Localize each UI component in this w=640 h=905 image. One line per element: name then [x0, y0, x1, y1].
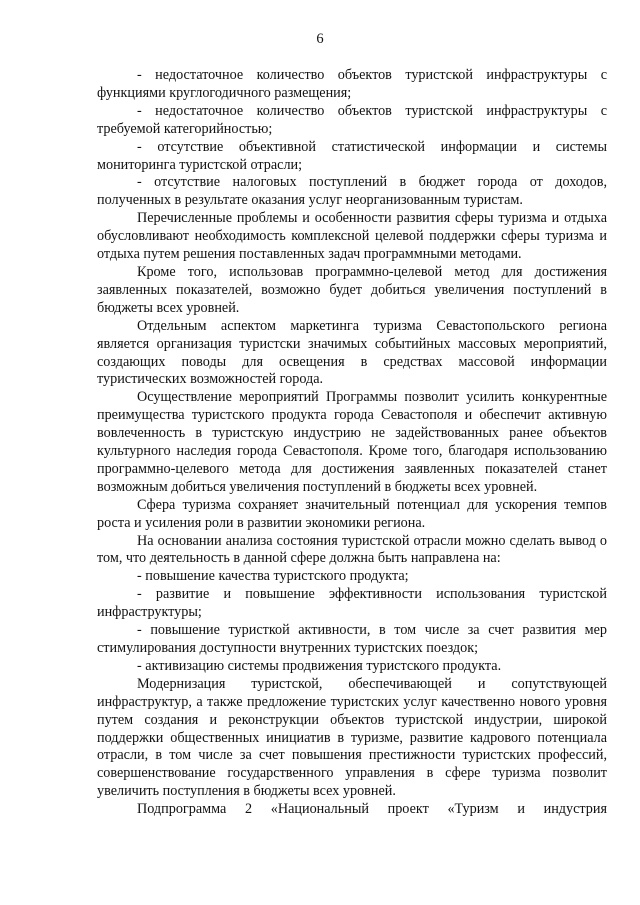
paragraph-12: - развитие и повышение эффективности использования туристской инфраструктуры;	[97, 586, 607, 621]
document-body	[97, 67, 607, 819]
paragraph-1: - недостаточное количество объектов туристской инфраструктуры с функциями круглогодичного размещения;	[97, 67, 607, 101]
paragraph-2: - недостаточное количество объектов туристской инфраструктуры с требуемой категорийностью;	[97, 102, 607, 137]
paragraph-5: Перечисленные проблемы и особенности развития сферы туризма и отдыха обусловливают необходимость комплексной целевой поддержки сферы туризма и отдыха путем решения поставленных задач программными методами.	[97, 210, 607, 263]
paragraph-4: - отсутствие налоговых поступлений в бюджет города от доходов, полученных в результате оказания услуг неорганизованным туристам.	[97, 174, 607, 209]
paragraph-10: На основании анализа состояния туристской отрасли можно сделать вывод о том, что деятельность в данной сфере должна быть направлена на:	[97, 532, 607, 567]
paragraph-13: - повышение туристкой активности, в том числе за счет развития мер стимулирования доступности внутренних туристских поездок;	[97, 622, 607, 656]
paragraph-3: - отсутствие объективной статистической информации и системы мониторинга туристской отрасли;	[97, 138, 607, 173]
paragraph-14: - активизацию системы продвижения туристского продукта.	[137, 657, 502, 674]
paragraph-15: Модернизация туристской, обеспечивающей и сопутствующей инфраструктур, а также предложение туристских услуг качественно нового уровня путем создания и реконструкции объектов туристской индустрии, широкой поддержки общественных инициатив в туризме, развитие кадрового потенциала отрасли, в том числе за счет повышения престижности туристских профессий, совершенствование государственного управления в сфере туризма позволит увеличить поступления в бюджеты всех уровней.	[97, 675, 607, 800]
paragraph-8: Осуществление мероприятий Программы позволит усилить конкурентные преимущества туристского продукта города Севастополя и обеспечит активную вовлеченность в туристскую индустрию не задействованных ранее объектов культурного наследия города Севастополя. Кроме того, благодаря использованию программно-целевого метода для достижения заявленных показателей станет возможным добиться увеличения поступлений в бюджеты всех уровней.	[97, 389, 607, 495]
paragraph-11: - повышение качества туристского продукта;	[137, 568, 409, 585]
page-number: 6	[316, 31, 324, 47]
paragraph-7: Отдельным аспектом маркетинга туризма Севастопольского региона является организация туристски значимых событийных массовых мероприятий, создающих поводы для освещения в средствах массовой информации туристических возможностей города.	[97, 317, 607, 388]
paragraph-6: Кроме того, использовав программно-целевой метод для достижения заявленных показателей, возможно будет добиться увеличения поступлений в бюджеты всех уровней.	[97, 263, 607, 316]
paragraph-9: Сфера туризма сохраняет значительный потенциал для ускорения темпов роста и усиления роли в развитии экономики региона.	[97, 496, 607, 531]
paragraph-16: Подпрограмма 2 «Национальный проект «Туризм и индустрия	[137, 801, 607, 818]
